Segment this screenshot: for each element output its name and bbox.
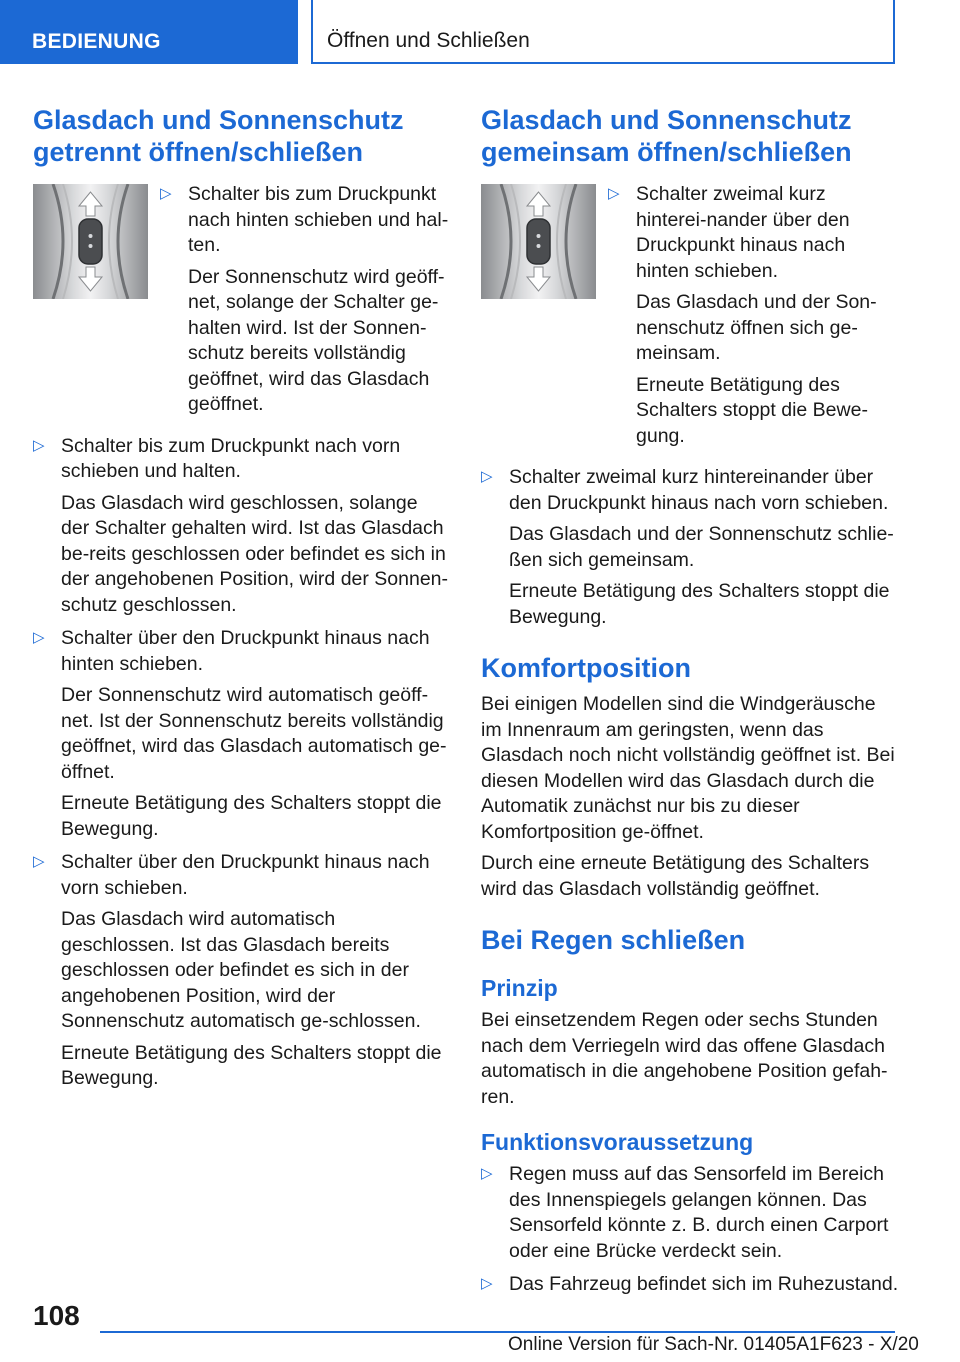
list-item: ▷ Schalter über den Druckpunkt hinaus nach hinten schieben. Der Sonnenschutz wird automatisch geöff-net. Ist der Sonnenschutz bereits vollständig geöffnet, wird das Glasdach automatisch ge-öffnet. Erneute Betätigung des Schalters stoppt die Bewegung. <box>33 627 447 840</box>
right-figure-row <box>481 182 901 455</box>
header-section-tab <box>0 0 298 64</box>
right-column <box>481 104 901 1304</box>
left-column <box>33 104 451 1098</box>
triangle-bullet-icon: ▷ <box>481 1165 493 1182</box>
triangle-bullet-icon: ▷ <box>160 185 172 202</box>
triangle-bullet-icon: ▷ <box>481 1275 493 1292</box>
list-item: ▷ Schalter bis zum Druckpunkt nach hinten schieben und hal-ten. Der Sonnenschutz wird geöff-net, solange der Schalter ge-halten wird. Ist der Sonnen-schutz bereits vollständig geöffnet, wird das Glasdach geöffnet. <box>160 183 449 415</box>
triangle-bullet-icon: ▷ <box>33 629 45 646</box>
prinzip-paragraph: Bei einsetzendem Regen oder sechs Stunden nach dem Verriegeln wird das offene Glasdach automatisch in die angehobene Position gefah-ren. <box>481 1009 888 1108</box>
list-item: ▷ Schalter zweimal kurz hintereinander über den Druckpunkt hinaus nach vorn schieben. Das Glasdach und der Sonnenschutz schlie-ßen sich gemeinsam. Erneute Betätigung des Schalters stoppt die Bewegung. <box>481 466 894 628</box>
footer-online-version: Online Version für Sach-Nr. 01405A1F623 - X/20 <box>508 1334 919 1355</box>
list-item: ▷ Regen muss auf das Sensorfeld im Bereich des Innenspiegels gelangen können. Das Sensorfeld könnte z. B. durch einen Carport oder eine Brücke verdeckt sein. <box>481 1163 889 1262</box>
left-figure-row <box>33 182 451 424</box>
sunroof-switch-illustration <box>481 184 596 299</box>
triangle-bullet-icon: ▷ <box>33 853 45 870</box>
header-chapter-box <box>311 0 895 64</box>
sunroof-switch-illustration <box>33 184 148 299</box>
footer-divider <box>100 1331 895 1333</box>
list-item: ▷ Schalter zweimal kurz hinterei-nander über den Druckpunkt hinaus nach hinten schieben. Das Glasdach und der Son-nenschutz öffnen sich ge-meinsam. Erneute Betätigung des Schalters stoppt die Bewe-gung. <box>608 183 877 447</box>
list-item: ▷ Schalter über den Druckpunkt hinaus nach vorn schieben. Das Glasdach wird automatisch geschlossen. Ist das Glasdach bereits geschlossen oder befindet es sich in der angehobenen Position, wird der Sonnenschutz automatisch ge-schlossen. Erneute Betätigung des Schalters stoppt die Bewegung. <box>33 851 442 1089</box>
left-section-title: Glasdach und Sonnenschutz getrennt öffnen/schließen <box>33 105 404 167</box>
page-number: 108 <box>33 1300 80 1331</box>
header-section-label: BEDIENUNG <box>32 30 161 53</box>
right-section-title: Glasdach und Sonnenschutz gemeinsam öffnen/schließen <box>481 105 852 167</box>
list-item: ▷ Das Fahrzeug befindet sich im Ruhezustand. <box>481 1273 899 1295</box>
list-item: ▷ Schalter bis zum Druckpunkt nach vorn schieben und halten. Das Glasdach wird geschlossen, solange der Schalter gehalten wird. Ist das Glasdach be-reits geschlossen oder befindet es sich in der angehobenen Position, wird der Sonnen-schutz geschlossen. <box>33 434 449 616</box>
triangle-bullet-icon: ▷ <box>481 468 493 485</box>
regen-heading: Bei Regen schließen <box>481 925 746 955</box>
header-chapter-label: Öffnen und Schließen <box>327 29 530 52</box>
komfort-heading: Komfortposition <box>481 653 691 683</box>
komfort-paragraph: Durch eine erneute Betätigung des Schalters wird das Glasdach vollständig geöffnet. <box>481 852 870 900</box>
prinzip-heading: Prinzip <box>481 975 558 1001</box>
komfort-paragraph: Bei einigen Modellen sind die Windgeräusche im Innenraum am geringsten, wenn das Glasdach noch nicht vollständig geöffnet ist. Bei diesen Modellen wird das Glasdach durch die Automatik zunächst nur bis zu dieser Komfortposition ge-öffnet. <box>481 693 895 843</box>
funktion-heading: Funktionsvoraussetzung <box>481 1129 754 1155</box>
triangle-bullet-icon: ▷ <box>608 185 620 202</box>
triangle-bullet-icon: ▷ <box>33 436 45 454</box>
